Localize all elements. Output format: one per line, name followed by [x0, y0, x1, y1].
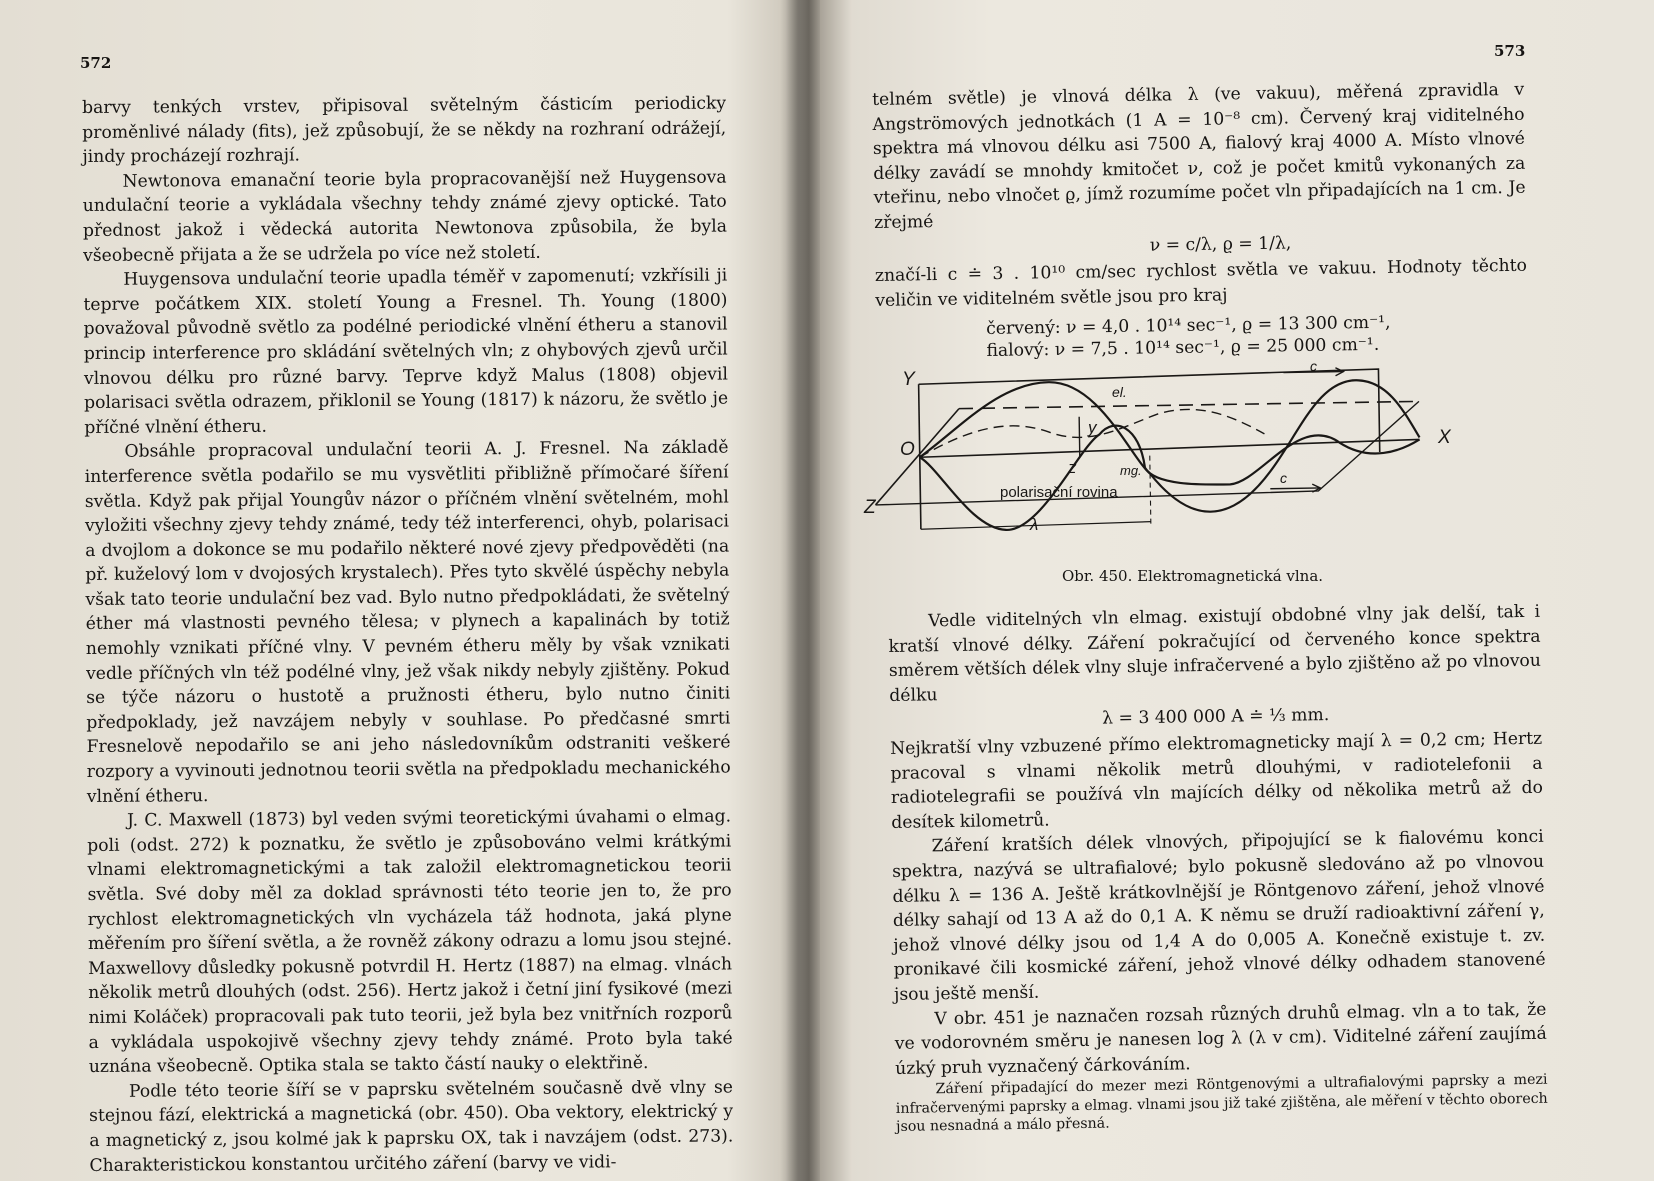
right-page-bottom-text — [888, 600, 1548, 1137]
paragraph: Podle této teorie šíří se v paprsku světelném současně dvě vlny se stejnou fází, elektrická a magnetická (obr. 450). Oba vektory, elektrický y a magnetický z, jsou kolmé jak k paprsku OX, tak i navzájem (odst. 273). Charakteristickou konstantou určitého záření (barvy ve vidi- — [89, 1077, 734, 1176]
right-page — [800, 0, 1654, 1181]
left-page — [0, 0, 790, 1181]
value-row-red: červený: ν = 4,0 . 10¹⁴ sec⁻¹, ϱ = 13 300 cm⁻¹, — [986, 312, 1391, 339]
left-page-text — [82, 92, 734, 1179]
paragraph: značí-li c ≐ 3 . 10¹⁰ cm/sec rychlost světla ve vakuu. Hodnoty těchto veličin ve viditelném světle jsou pro kraj — [874, 255, 1528, 311]
origin-label: O — [900, 439, 915, 460]
paragraph: telném světle) je vlnová délka λ (ve vakuu), měřená zpravidla v Angströmových jednotkách (1 A = 10⁻⁸ cm). Červený kraj viditelného spektra má vlnovou délku asi 7500 A, fialový kraj 4000 A. Místo vlnové délky zavádí se mnohdy kmitočet ν, což je počet kmitů vykonaných za vteřinu, nebo vlnočet ϱ, jímž rozumíme počet vln připadajících na 1 cm. Je zřejmé — [872, 79, 1526, 233]
paragraph: Záření kratších délek vlnových, připojující se k fialovému konci spektra, nazývá se ultrafialové; bylo pokusně sledováno až po vlnovou délku λ = 136 A. Ještě krátkovlnější je Röntgenovo záření, jehož vlnové délky sahají od 13 A až do 0,1 A. K němu se druží radioaktivní záření γ, jehož vlnové délky jsou od 1,4 A do 0,005 A. Konečně existuje t. zv. pronikavé čili kosmické záření, jehož vlnové délky odhadem stanovené jsou ještě menší. — [891, 827, 1546, 1005]
c-top-label: c — [1310, 358, 1317, 374]
y-vector-label: y — [1088, 418, 1097, 437]
visible-light-values — [986, 312, 1391, 362]
plane-back-edge — [959, 401, 1419, 408]
c-bottom-label: c — [1280, 470, 1287, 486]
paragraph: Vedle viditelných vln elmag. existují obdobné vlny jak delší, tak i kratší vlnové délky. Záření pokračující od červeného konce spektra směrem větších délek vlny sluje infračervené a bylo zjištěno až po vlnovou délku — [888, 601, 1542, 706]
page-number-right: 573 — [1494, 42, 1526, 60]
z-axis-label: Z — [864, 497, 876, 518]
x-axis-line — [920, 439, 1420, 457]
equation-nu-rho: ν = c/λ, ϱ = 1/λ, — [1149, 232, 1292, 256]
right-page-top-text — [872, 78, 1527, 314]
polarisation-plane-label: polarisační rovina — [1000, 484, 1118, 501]
em-wave-figure — [864, 358, 1480, 565]
figure-caption: Obr. 450. Elektromagnetická vlna. — [1062, 567, 1324, 585]
value-row-violet: fialový: ν = 7,5 . 10¹⁴ sec⁻¹, ϱ = 25 000 cm⁻¹. — [986, 334, 1380, 361]
paragraph: Huygensova undulační teorie upadla téměř v zapomenutí; vzkřísili ji teprve počátkem XIX. století Young a Fresnel. Th. Young (1800) považoval původně světlo za podélné periodické vlnění étheru a stanovil princip interference pro skládání světelných vln; z ohybových zjevů určil vlnovou délku pro různé barvy. Teprve když Malus (1808) objevil polarisaci světla odrazem, přiklonil se Young (1817) k názoru, že světlo je příčné vlnění étheru. — [83, 265, 729, 438]
page-number-left: 572 — [80, 54, 112, 72]
magnetic-label: mg. — [1120, 463, 1142, 478]
electric-plane-edge — [918, 369, 1379, 459]
lambda-label: λ — [1030, 515, 1039, 534]
paragraph: Obsáhle propracoval undulační teorii A. J. Fresnel. Na základě interference světla podařilo se mu vysvětliti přibližně přímočaré šíření světla. Když pak přijal Youngův názor o příčném vlnění světelném, mohl vyložiti všechny zjevy tehdy známé, tedy též interferenci, ohyb, polarisaci a dvojlom a dokonce se mu podařilo některé nové zjevy předpověděti (na př. kuželový lom v dvojosých krystalech). Přes tyto skvělé úspěchy nebyla však tato teorie undulační bez vad. Bylo nutno předpokládati, že světelný éther má vlastnosti pevného tělesa; v plynech a kapalinách by totiž nemohly vznikati příčné vlny. V pevném étheru měly by však vznikati vedle příčných vln též podélné vlny, jež však nikdy nebyly zjištěny. Pokud se týče názoru o hustotě a pružnosti étheru, bylo nutno činiti předpoklady, jež navzájem nebyly v souhlase. Po předčasné smrti Fresnelově nepodařilo se ani jeho následovníkům odstraniti veškeré rozpory a vyvinouti jednotnou teorii světla na předpokladu mechanického vlnění étheru. — [84, 437, 731, 807]
paragraph: Newtonova emanační teorie byla propracovanější než Huygensova undulační teorie a vykládala všechny tehdy známé zjevy optické. Tato přednost jakož i vědecká autorita Newtonova způsobila, že byla všeobecně přijata a že se udržela po více než století. — [82, 167, 727, 266]
paragraph: V obr. 451 je naznačen rozsah různých druhů elmag. vln a to tak, že ve vodorovném směru je nanesen log λ (λ v cm). Viditelné záření zaujímá úzký pruh vyznačený čárkováním. — [894, 999, 1547, 1079]
electric-label: el. — [1112, 384, 1127, 400]
x-axis-label: X — [1438, 427, 1451, 448]
polarisation-plane-edge — [874, 401, 1420, 505]
y-vector — [1079, 417, 1080, 457]
paragraph: barvy tenkých vrstev, připisoval světelným částicím periodicky proměnlivé nálady (fits), jež způsobují, že se někdy na rozhraní odrážejí, jindy procházejí rozhrají. — [82, 93, 727, 168]
z-vector-label: z — [1068, 458, 1077, 477]
magnetic-wave — [919, 421, 1421, 531]
equation-lambda: λ = 3 400 000 A ≐ ⅓ mm. — [1102, 705, 1330, 730]
paragraph: Nejkratší vlny vzbuzené přímo elektromagneticky mají λ = 0,2 cm; Hertz pracoval s vlnami několik metrů dlouhými, v radiotelefonii a radiotelegrafii se používá vln majících délky od několika metrů až do desítek kilometrů. — [890, 728, 1544, 833]
c-arrow-bottom — [1270, 488, 1320, 489]
small-note: Záření připadající do mezer mezi Röntgenovými a ultrafialovými paprsky a mezi infračervenými paprsky a elmag. vlnami jsou již také zjištěna, ale měření v těchto oborech jsou nesnadná a málo přesná. — [895, 1071, 1548, 1136]
lambda-tick — [1150, 456, 1151, 528]
paragraph: J. C. Maxwell (1873) byl veden svými teoretickými úvahami o elmag. poli (odst. 272) k poznatku, že světlo je způsobováno velmi krátkými vlnami elektromagnetickými a tak založil elektromagnetickou teorii světla. Své doby měl za doklad správnosti této teorie jen to, že pro rychlost elektromagnetických vln vycházela táž hodnota, jaká plyne měřením pro šíření světla, a že rovněž zákony odrazu a lomu jsou stejné. Maxwellovy důsledky pokusně potvrdil H. Hertz (1887) na elmag. vlnách několik metrů dlouhých (odst. 256). Hertz jakož i četní jiní fysikové (mezi nimi Koláček) propracovali pak tuto teorii, jež byla bez vnitřních rozporů a vykládala uspokojivě všechny zjevy tehdy známé. Proto byla také uznána všeobecně. Optika stala se takto částí nauky o elektřině. — [87, 806, 733, 1078]
y-axis-label: Y — [902, 369, 915, 390]
